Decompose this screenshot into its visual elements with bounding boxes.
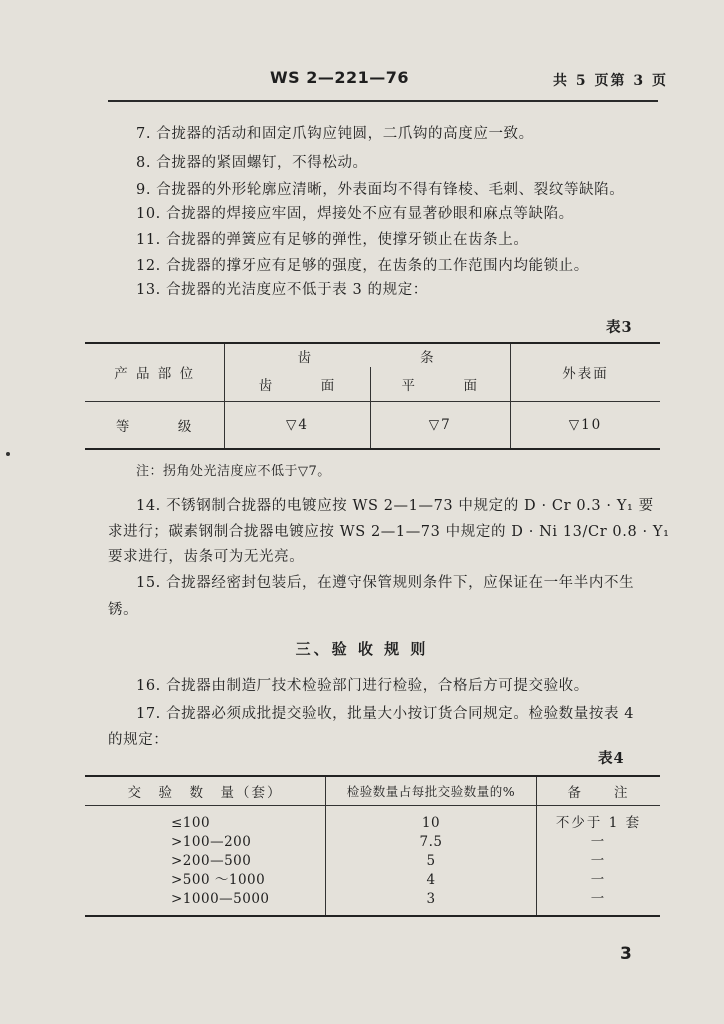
- clause-14-line2: 求进行；碳素钢制合拢器电镀应按 WS 2—1—73 中规定的 D · Ni 13/Cr 0.8 · Y₁: [108, 524, 670, 540]
- table3-note: 注：拐角处光洁度应不低于▽7。: [136, 464, 331, 479]
- pct-cell: 10: [326, 806, 537, 834]
- rack-header: 齿 条: [225, 343, 511, 367]
- outer-surface-header: 外表面: [510, 343, 660, 401]
- binding-hole-mark: [6, 452, 10, 456]
- tooth-face-header: 齿 面: [225, 367, 370, 401]
- pct-cell: 5: [326, 852, 537, 871]
- page-info: 共 5 页第 3 页: [553, 73, 668, 89]
- remark-cell: 一: [537, 852, 661, 871]
- clause-9: 9. 合拢器的外形轮廓应清晰，外表面均不得有锋棱、毛刺、裂纹等缺陷。: [136, 182, 625, 198]
- table-4-inspection-quantity: [85, 775, 660, 917]
- tooth-face-grade: ▽4: [225, 401, 370, 449]
- table3-caption: 表3: [606, 319, 633, 336]
- clause-11: 11. 合拢器的弹簧应有足够的弹性，使撑牙锁止在齿条上。: [136, 232, 529, 248]
- clause-14-line3: 要求进行，齿条可为无光亮。: [108, 549, 305, 565]
- clause-14-line1: 14. 不锈钢制合拢器的电镀应按 WS 2—1—73 中规定的 D · Cr 0.3 · Y₁ 要: [136, 498, 654, 514]
- pct-cell: 7.5: [326, 833, 537, 852]
- clause-7: 7. 合拢器的活动和固定爪钩应钝圆，二爪钩的高度应一致。: [136, 126, 534, 142]
- remark-cell: 一: [537, 890, 661, 916]
- clause-10: 10. 合拢器的焊接应牢固，焊接处不应有显著砂眼和麻点等缺陷。: [136, 206, 574, 222]
- qty-cell: ≤100: [85, 806, 326, 834]
- qty-cell: >500 ～1000: [85, 871, 326, 890]
- product-part-header: 产 品 部 位: [85, 343, 225, 401]
- clause-16: 16. 合拢器由制造厂技术检验部门进行检验，合格后方可提交验收。: [136, 678, 589, 694]
- qty-cell: >1000—5000: [85, 890, 326, 916]
- header-rule: [108, 100, 658, 102]
- flat-face-grade: ▽7: [370, 401, 510, 449]
- standard-code: WS 2—221—76: [270, 68, 410, 87]
- header-remarks: 备 注: [537, 776, 661, 806]
- qty-cell: >100—200: [85, 833, 326, 852]
- flat-face-header: 平 面: [370, 367, 510, 401]
- table-3-surface-finish: [85, 342, 660, 450]
- header-delivery-quantity: 交 验 数 量（套）: [85, 776, 326, 806]
- clause-17-line2: 的规定：: [108, 732, 169, 748]
- remark-cell: 不少于 1 套: [537, 806, 661, 834]
- clause-8: 8. 合拢器的紧固螺钉，不得松动。: [136, 155, 368, 171]
- page-number: 3: [620, 944, 632, 964]
- pct-cell: 4: [326, 871, 537, 890]
- clause-13: 13. 合拢器的光洁度应不低于表 3 的规定：: [136, 282, 428, 298]
- table4-caption: 表4: [598, 750, 625, 767]
- grade-label: 等 级: [85, 401, 225, 449]
- qty-cell: >200—500: [85, 852, 326, 871]
- section-title-acceptance-rules: 三、验 收 规 则: [295, 640, 429, 658]
- outer-surface-grade: ▽10: [510, 401, 660, 449]
- remark-cell: 一: [537, 833, 661, 852]
- clause-17-line1: 17. 合拢器必须成批提交验收，批量大小按订货合同规定。检验数量按表 4: [136, 706, 635, 722]
- remark-cell: 一: [537, 871, 661, 890]
- pct-cell: 3: [326, 890, 537, 916]
- header-inspection-percent: 检验数量占每批交验数量的%: [326, 776, 537, 806]
- clause-12: 12. 合拢器的撑牙应有足够的强度，在齿条的工作范围内均能锁止。: [136, 258, 589, 274]
- clause-15-line1: 15. 合拢器经密封包装后，在遵守保管规则条件下，应保证在一年半内不生: [136, 575, 635, 591]
- clause-15-line2: 锈。: [108, 602, 139, 618]
